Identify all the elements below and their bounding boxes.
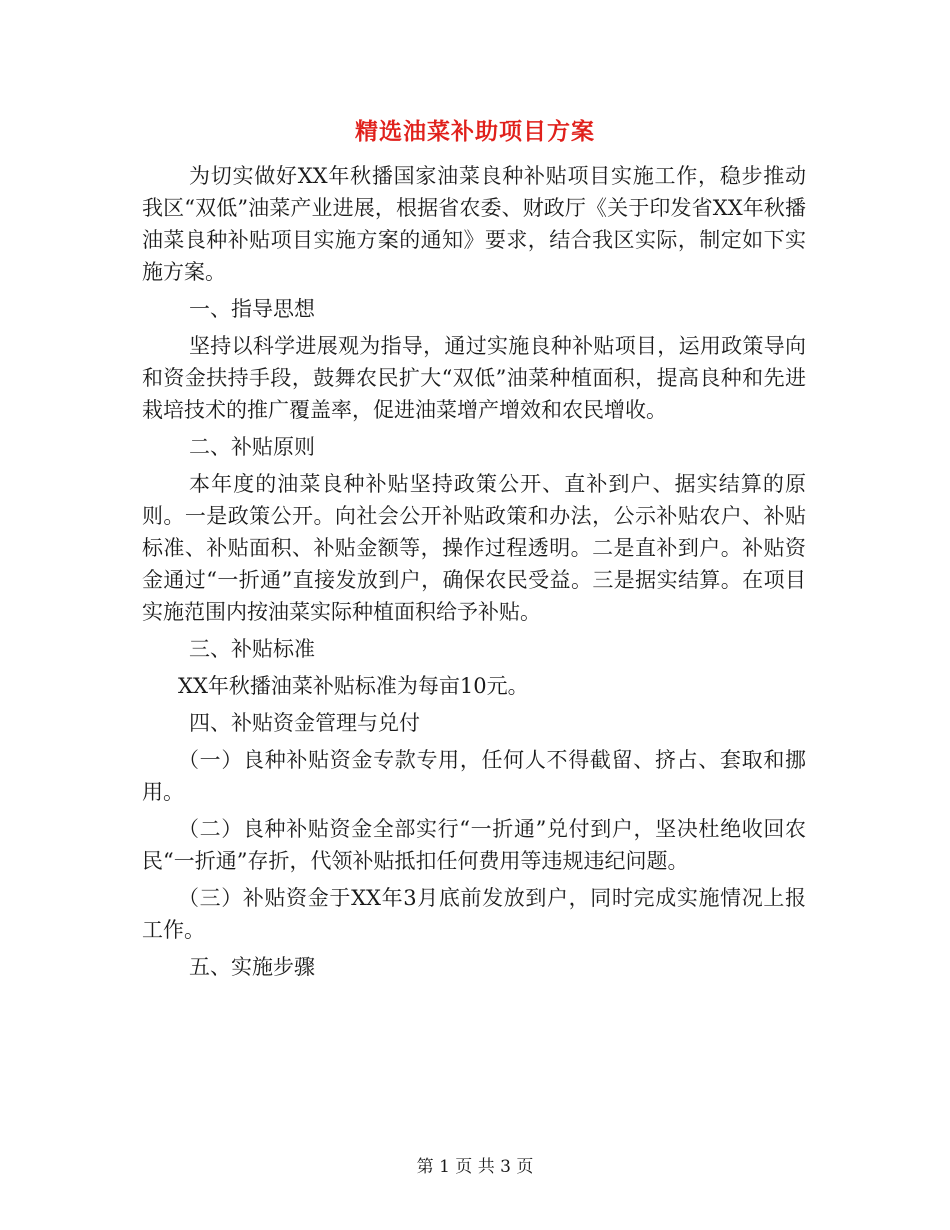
paragraph-subsidy-principles: 本年度的油菜良种补贴坚持政策公开、直补到户、据实结算的原则。一是政策公开。向社会公开补贴政策和办法，公示补贴农户、补贴标准、补贴面积、补贴金额等，操作过程透明。二是直补到户。补贴资金通过“一折通”直接发放到户，确保农民受益。三是据实结算。在项目实施范围内按油菜实际种植面积给予补贴。 xyxy=(142,472,806,624)
page-number: 第 1 页 共 3 页 xyxy=(416,1157,534,1177)
document-title: 精选油菜补助项目方案 xyxy=(355,118,595,145)
section-heading-1: 一、指导思想 xyxy=(189,297,315,321)
paragraph-subsidy-standard: XX年秋播油菜补贴标准为每亩10元。 xyxy=(178,674,529,698)
paragraph-fund-item-2: （二）良种补贴资金全部实行“一折通”兑付到户，坚决杜绝收回农民“一折通”存折，代领补贴抵扣任何费用等违规违纪问题。 xyxy=(142,817,806,873)
paragraph-intro: 为切实做好XX年秋播国家油菜良种补贴项目实施工作，稳步推动我区“双低”油菜产业进展，根据省农委、财政厅《关于印发省XX年秋播油菜良种补贴项目实施方案的通知》要求，结合我区实际，制定如下实施方案。 xyxy=(142,164,806,284)
paragraph-fund-item-1: （一）良种补贴资金专款专用，任何人不得截留、挤占、套取和挪用。 xyxy=(142,748,806,804)
section-heading-5: 五、实施步骤 xyxy=(189,955,315,979)
section-heading-4: 四、补贴资金管理与兑付 xyxy=(189,711,420,735)
paragraph-guiding-ideology: 坚持以科学进展观为指导，通过实施良种补贴项目，运用政策导向和资金扶持手段，鼓舞农民扩大“双低”油菜种植面积，提高良种和先进栽培技术的推广覆盖率，促进油菜增产增效和农民增收。 xyxy=(142,334,806,422)
paragraph-fund-item-3: （三）补贴资金于XX年3月底前发放到户，同时完成实施情况上报工作。 xyxy=(142,886,806,942)
section-heading-3: 三、补贴标准 xyxy=(189,637,315,661)
section-heading-2: 二、补贴原则 xyxy=(189,435,315,459)
document-body xyxy=(142,160,806,988)
